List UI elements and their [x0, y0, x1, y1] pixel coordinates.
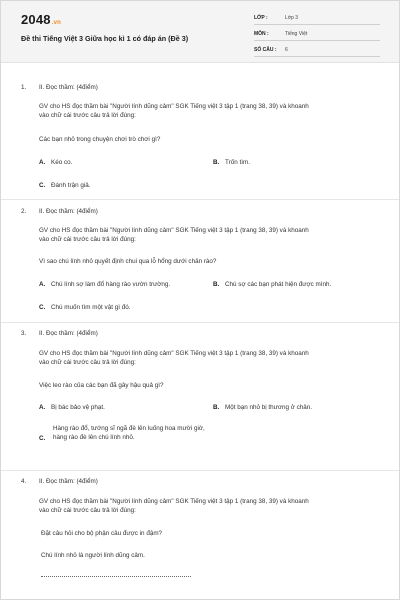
question-heading: II. Đọc thầm: (4điểm) [39, 330, 98, 337]
option-letter: A. [39, 159, 46, 166]
logo-text: 2048 [21, 12, 51, 27]
option-text: Chú sợ các bạn phát hiện được mình. [225, 281, 332, 288]
exam-title: Đề thi Tiếng Việt 3 Giữa học kì 1 có đáp án (Đề 3) [21, 34, 189, 43]
meta-class-label: LỚP : [254, 15, 268, 21]
question-number: 1. [21, 84, 27, 91]
option-c[interactable] [39, 303, 130, 312]
option-text: Kéo co. [51, 159, 73, 166]
meta-count-value: 6 [285, 47, 288, 53]
meta-count-label: SỐ CÂU : [254, 47, 277, 53]
question-stem: Vì sao chú lính nhỏ quyết định chui qua lỗ hổng dưới chân rào? [39, 258, 217, 265]
instruction-line: vào chữ cái trước câu trả lời đúng: [39, 359, 136, 367]
option-a[interactable] [39, 158, 72, 167]
question-number: 2. [21, 208, 27, 215]
answer-line[interactable] [41, 576, 191, 577]
option-a[interactable] [39, 280, 170, 289]
instruction-line: GV cho HS đọc thầm bài "Người lính dũng cảm" SGK Tiếng việt 3 tập 1 (trang 38, 39) và khoanh [39, 227, 309, 234]
meta-subject-value: Tiếng Việt [285, 31, 308, 37]
meta-subject-label: MÔN : [254, 31, 269, 37]
option-b[interactable] [213, 158, 250, 167]
question-stem: Các bạn nhỏ trong chuyện chơi trò chơi gì? [39, 136, 161, 143]
meta-question-count [254, 43, 380, 57]
question-stem: Việc leo rào của các bạn đã gây hậu quả gì? [39, 382, 164, 389]
question-heading: II. Đọc thầm: (4điểm) [39, 84, 98, 91]
exam-header [1, 1, 399, 63]
meta-class-value: Lớp 3 [285, 15, 299, 21]
option-letter: B. [213, 281, 220, 288]
question-instruction [39, 497, 369, 516]
option-text: Trốn tìm. [225, 159, 250, 166]
option-letter: C. [39, 304, 46, 311]
option-letter: B. [213, 404, 220, 411]
question-number: 3. [21, 330, 27, 337]
instruction-line: GV cho HS đọc thầm bài "Người lính dũng cảm" SGK Tiếng việt 3 tập 1 (trang 38, 39) và khoanh [39, 350, 309, 357]
question-divider [1, 322, 399, 323]
option-b[interactable] [213, 280, 331, 289]
site-logo[interactable] [21, 12, 61, 27]
question-heading: II. Đọc thầm: (4điểm) [39, 208, 98, 215]
option-letter: A. [39, 404, 46, 411]
question-instruction [39, 226, 369, 245]
option-letter: C. [39, 182, 46, 189]
question-sentence: Chú lính nhỏ là người lính dũng cảm. [41, 552, 145, 559]
meta-subject [254, 27, 380, 41]
option-a[interactable] [39, 403, 105, 412]
question-instruction [39, 102, 369, 121]
instruction-line: vào chữ cái trước câu trả lời đúng: [39, 112, 136, 120]
option-text: Một bạn nhỏ bị thương ở chân. [225, 404, 313, 411]
instruction-line: GV cho HS đọc thầm bài "Người lính dũng cảm" SGK Tiếng việt 3 tập 1 (trang 38, 39) và khoanh [39, 498, 309, 505]
option-b[interactable] [213, 403, 312, 412]
question-divider [1, 470, 399, 471]
option-letter: C. [39, 435, 46, 442]
option-c[interactable] [39, 181, 91, 190]
option-text: Bị bác bảo vệ phạt. [51, 404, 105, 411]
option-text: Chú muốn tìm một vật gì đó. [51, 304, 131, 311]
instruction-line: vào chữ cái trước câu trả lời đúng: [39, 236, 136, 244]
option-letter: A. [39, 281, 46, 288]
question-number: 4. [21, 478, 27, 485]
option-text: Chú lính sợ làm đổ hàng rào vườn trường. [51, 281, 171, 288]
meta-class [254, 11, 380, 25]
option-text: Đánh trận giả. [51, 182, 91, 189]
option-text: Hàng rào đổ, tướng sĩ ngã đè lên luống hoa mười giờ, hàng rào đè lên chú lính nhỏ. [53, 425, 205, 442]
instruction-line: GV cho HS đọc thầm bài "Người lính dũng cảm" SGK Tiếng việt 3 tập 1 (trang 38, 39) và khoanh [39, 103, 309, 110]
question-divider [1, 199, 399, 200]
option-letter: B. [213, 159, 220, 166]
question-stem: Đặt câu hỏi cho bộ phận câu được in đậm? [41, 530, 163, 537]
question-heading: II. Đọc thầm: (4điểm) [39, 478, 98, 485]
logo-suffix: .vn [51, 20, 62, 26]
question-instruction [39, 349, 369, 368]
instruction-line: vào chữ cái trước câu trả lời đúng: [39, 507, 136, 515]
